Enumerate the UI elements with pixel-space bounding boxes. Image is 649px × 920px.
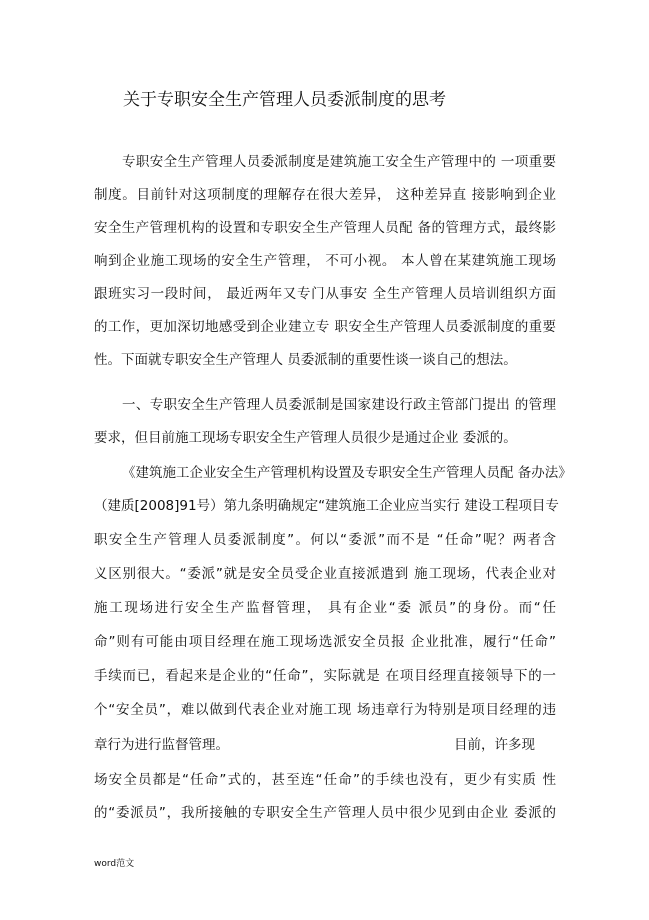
footer-label: word范文 <box>94 859 135 869</box>
paragraph-2-line-7: 手续而已，看起来是企业的“任命”，实际就是 在项目经理直接领导下的一 <box>94 668 556 684</box>
section-1-heading-line-2: 要求，但目前施工现场专职安全生产管理人员很少是通过企业 委派的。 <box>94 430 517 446</box>
paragraph-2-line-3: 职安全生产管理人员委派制度”。何以“委派”而不是 “任命”呢？两者含 <box>94 532 556 548</box>
paragraph-2-line-4: 义区别很大。“委派”就是安全员受企业直接派遣到 施工现场，代表企业对 <box>94 566 556 582</box>
paragraph-1-line-6: 的工作，更加深切地感受到企业建立专 职安全生产管理人员委派制度的重要 <box>94 319 556 335</box>
paragraph-1-line-3: 安全生产管理机构的设置和专职安全生产管理人员配 备的管理方式，最终影 <box>94 220 556 236</box>
paragraph-1-line-5: 跟班实习一段时间， 最近两年又专门从事安 全生产管理人员培训组织方面 <box>94 286 556 302</box>
document-title: 关于专职安全生产管理人员委派制度的思考 <box>123 90 446 110</box>
paragraph-2-line-2: （建质[2008]91号）第九条明确规定“建筑施工企业应当实行 建设工程项目专 <box>94 498 559 514</box>
paragraph-2-line-1: 《建筑施工企业安全生产管理机构设置及专职安全生产管理人员配 备办法》 <box>122 465 572 481</box>
section-1-heading-line-1: 一、专职安全生产管理人员委派制是国家建设行政主管部门提出 的管理 <box>122 397 556 413</box>
paragraph-3-line-2: 场安全员都是“任命”式的，甚至连“任命”的手续也没有，更少有实质 性 <box>94 772 556 788</box>
paragraph-2-line-6: 命”则有可能由项目经理在施工现场选派安全员报 企业批准，履行“任命” <box>94 634 556 650</box>
paragraph-1-line-4: 响到企业施工现场的安全生产管理， 不可小视。 本人曾在某建筑施工现场 <box>94 253 556 269</box>
paragraph-1-line-2: 制度。目前针对这项制度的理解存在很大差异， 这种差异直 接影响到企业 <box>94 187 556 203</box>
paragraph-2-line-5: 施工现场进行安全生产监督管理， 具有企业“委 派员”的身份。而“任 <box>94 600 556 616</box>
paragraph-3-line-3: 的“委派员”，我所接触的专职安全生产管理人员中很少见到由企业 委派的 <box>94 805 556 821</box>
paragraph-3-line-1: 目前，许多现 <box>454 737 535 753</box>
paragraph-2-line-9: 章行为进行监督管理。 <box>94 737 229 753</box>
paragraph-1-line-1: 专职安全生产管理人员委派制度是建筑施工安全生产管理中的 一项重要 <box>122 154 556 170</box>
paragraph-2-line-8: 个“安全员”，难以做到代表企业对施工现 场违章行为特别是项目经理的违 <box>94 702 556 718</box>
paragraph-1-line-7: 性。下面就专职安全生产管理人 员委派制的重要性谈一谈自己的想法。 <box>94 352 517 368</box>
